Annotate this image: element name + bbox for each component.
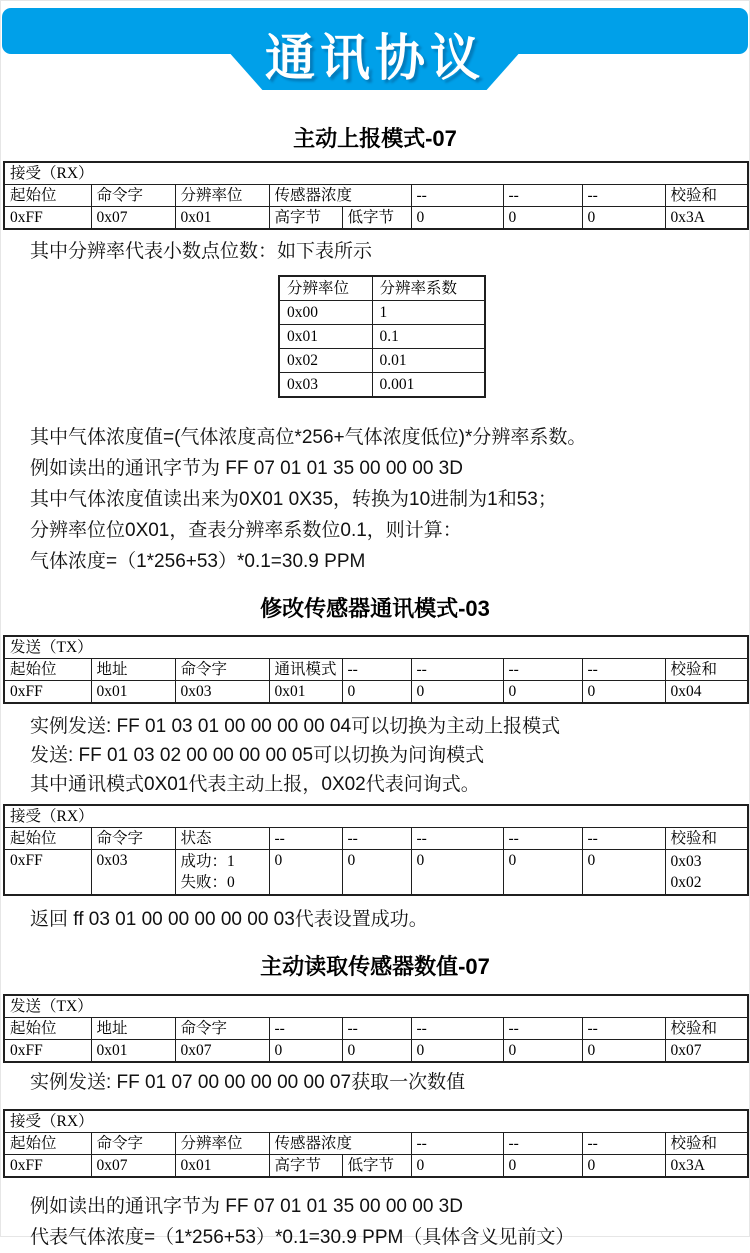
data-cell: 低字节 [342, 207, 411, 230]
data-cell: 0.1 [372, 325, 485, 349]
set-success-note: 返回 ff 03 01 00 00 00 00 00 03代表设置成功。 [30, 909, 428, 930]
data-cell: 0x01 [175, 1155, 269, 1178]
data-cell: 0 [503, 681, 582, 704]
header-cell: 地址 [91, 659, 175, 681]
header-cell: -- [269, 828, 342, 850]
header-cell: 传感器浓度 [269, 1133, 411, 1155]
header-cell: -- [342, 828, 411, 850]
header-cell: -- [503, 1018, 582, 1040]
data-cell: 0xFF [4, 850, 91, 896]
data-cell: 1 [372, 301, 485, 325]
header-cell: 分辨率位 [175, 185, 269, 207]
rx-table-read-value [3, 1109, 749, 1178]
data-cell: 0 [582, 1155, 665, 1178]
data-cell: 0xFF [4, 207, 91, 230]
header-cell: -- [411, 1018, 503, 1040]
section-title-read-value: 主动读取传感器数值-07 [260, 954, 490, 979]
note-line: 发送: FF 01 03 02 00 00 00 00 05可以切换为问询模式 [30, 745, 485, 766]
final-notes [30, 1191, 750, 1253]
data-cell: 0 [582, 681, 665, 704]
data-cell: 0x01 [279, 325, 372, 349]
checksum-line: 0x03 [670, 853, 702, 870]
header-cell: 通讯模式 [269, 659, 342, 681]
data-cell: 0 [582, 1040, 665, 1063]
status-cell [175, 850, 269, 896]
rx-table-change-mode [3, 804, 749, 896]
table-caption: 发送（TX） [4, 995, 748, 1018]
data-cell: 0 [582, 207, 665, 230]
header-cell: -- [582, 1018, 665, 1040]
header-cell: -- [411, 828, 503, 850]
data-cell: 0x01 [91, 681, 175, 704]
data-cell: 0x3A [665, 207, 748, 230]
note-line: 实例发送: FF 01 03 01 00 00 00 00 04可以切换为主动上报模式 [30, 716, 561, 737]
data-cell: 0 [503, 1040, 582, 1063]
data-cell: 0x03 [279, 373, 372, 398]
mode-switch-notes [30, 712, 750, 799]
paragraph-line: 分辨率位位0X01，查表分辨率系数位0.1，则计算： [30, 520, 462, 541]
data-cell: 0 [411, 1040, 503, 1063]
data-cell: 0 [342, 1040, 411, 1063]
table-caption: 接受（RX） [4, 162, 748, 185]
data-cell: 0x01 [175, 207, 269, 230]
section-title-active-report: 主动上报模式-07 [293, 126, 457, 151]
header-cell: -- [269, 1018, 342, 1040]
header-cell: -- [503, 1133, 582, 1155]
data-cell: 0 [411, 850, 503, 896]
data-cell: 0x02 [279, 349, 372, 373]
banner [0, 0, 750, 97]
data-cell: 0 [411, 1155, 503, 1178]
header-cell: 起始位 [4, 1018, 91, 1040]
header-cell: 传感器浓度 [269, 185, 411, 207]
data-cell: 0x00 [279, 301, 372, 325]
header-cell: -- [503, 185, 582, 207]
header-cell: -- [582, 828, 665, 850]
data-cell: 0x07 [175, 1040, 269, 1063]
data-cell: 0xFF [4, 681, 91, 704]
section-title-change-mode: 修改传感器通讯模式-03 [260, 596, 490, 621]
header-cell: 地址 [91, 1018, 175, 1040]
data-cell: 0 [269, 1040, 342, 1063]
resolution-note: 其中分辨率代表小数点位数：如下表所示 [30, 241, 373, 262]
tx-table-change-mode [3, 635, 749, 704]
header-cell: 起始位 [4, 185, 91, 207]
data-cell: 高字节 [269, 207, 342, 230]
data-cell: 0 [269, 850, 342, 896]
data-cell: 0 [582, 850, 665, 896]
read-example-note: 实例发送: FF 01 07 00 00 00 00 00 07获取一次数值 [30, 1072, 466, 1093]
rx-table-active-report [3, 161, 749, 230]
header-cell: 校验和 [665, 185, 748, 207]
data-cell: 0 [503, 207, 582, 230]
header-cell: 校验和 [665, 1133, 748, 1155]
paragraph-line: 其中气体浓度值读出来为0X01 0X35，转换为10进制为1和53； [30, 489, 557, 510]
header-cell: -- [411, 1133, 503, 1155]
data-cell: 0x07 [665, 1040, 748, 1063]
data-cell: 0 [411, 681, 503, 704]
data-cell: 0x3A [665, 1155, 748, 1178]
data-cell: 0x03 [175, 681, 269, 704]
data-cell: 0x07 [91, 1155, 175, 1178]
data-cell: 0x01 [91, 1040, 175, 1063]
status-success: 成功：1 [180, 853, 235, 870]
data-cell: 0.001 [372, 373, 485, 398]
data-cell: 0 [503, 850, 582, 896]
data-cell: 0x04 [665, 681, 748, 704]
header-cell: -- [503, 659, 582, 681]
table-caption: 发送（TX） [4, 636, 748, 659]
data-cell: 0.01 [372, 349, 485, 373]
checksum-cell [665, 850, 748, 896]
header-cell: -- [582, 185, 665, 207]
checksum-line: 0x02 [670, 874, 702, 891]
header-cell: -- [582, 1133, 665, 1155]
table-caption: 接受（RX） [4, 1110, 748, 1133]
resolution-table [278, 275, 486, 398]
table-caption: 接受（RX） [4, 805, 748, 828]
paragraph-line: 其中气体浓度值=(气体浓度高位*256+气体浓度低位)*分辨率系数。 [30, 427, 587, 448]
header-cell: 命令字 [91, 828, 175, 850]
tx-table-read-value [3, 994, 749, 1063]
concentration-explanation [30, 422, 750, 577]
data-cell: 0xFF [4, 1155, 91, 1178]
header-cell: 起始位 [4, 659, 91, 681]
data-cell: 0 [342, 681, 411, 704]
header-cell: 起始位 [4, 1133, 91, 1155]
status-fail: 失败：0 [180, 874, 235, 891]
header-cell: 分辨率位 [279, 276, 372, 301]
header-cell: -- [342, 1018, 411, 1040]
header-cell: 命令字 [91, 185, 175, 207]
header-cell: 校验和 [665, 659, 748, 681]
data-cell: 0 [342, 850, 411, 896]
paragraph-line: 气体浓度=（1*256+53）*0.1=30.9 PPM [30, 551, 366, 572]
header-cell: 起始位 [4, 828, 91, 850]
header-cell: -- [411, 185, 503, 207]
data-cell: 高字节 [269, 1155, 342, 1178]
header-cell: 分辨率位 [175, 1133, 269, 1155]
data-cell: 0x07 [91, 207, 175, 230]
header-cell: -- [582, 659, 665, 681]
note-line: 其中通讯模式0X01代表主动上报，0X02代表问询式。 [30, 774, 480, 795]
header-cell: -- [342, 659, 411, 681]
header-cell: 分辨率系数 [372, 276, 485, 301]
header-cell: -- [411, 659, 503, 681]
note-line: 代表气体浓度=（1*256+53）*0.1=30.9 PPM（具体含义见前文） [30, 1227, 575, 1248]
data-cell: 低字节 [342, 1155, 411, 1178]
header-cell: 命令字 [91, 1133, 175, 1155]
header-cell: -- [503, 828, 582, 850]
data-cell: 0 [411, 207, 503, 230]
header-cell: 状态 [175, 828, 269, 850]
data-cell: 0 [503, 1155, 582, 1178]
header-cell: 命令字 [175, 1018, 269, 1040]
data-cell: 0x03 [91, 850, 175, 896]
note-line: 例如读出的通讯字节为 FF 07 01 01 35 00 00 00 3D [30, 1196, 463, 1217]
header-cell: 校验和 [665, 828, 748, 850]
data-cell: 0x01 [269, 681, 342, 704]
page-title: 通讯协议 [265, 30, 485, 86]
header-cell: 校验和 [665, 1018, 748, 1040]
data-cell: 0xFF [4, 1040, 91, 1063]
header-cell: 命令字 [175, 659, 269, 681]
paragraph-line: 例如读出的通讯字节为 FF 07 01 01 35 00 00 00 3D [30, 458, 463, 479]
